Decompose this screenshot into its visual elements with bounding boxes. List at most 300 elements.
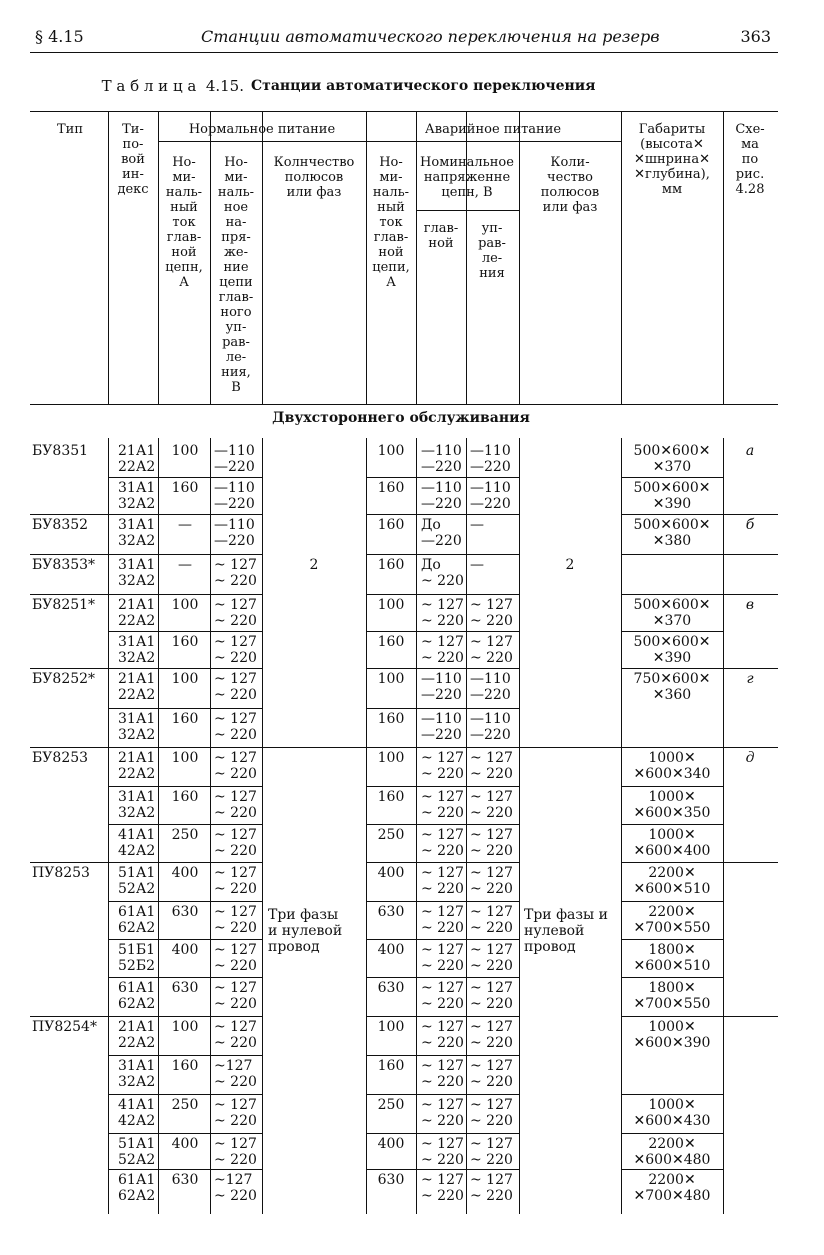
table-row-emergency-current: 100 bbox=[377, 1019, 405, 1035]
table-row-current: 400 bbox=[171, 1136, 199, 1152]
table-row-voltage: ~ 220 bbox=[214, 650, 257, 666]
col-emergency-control-header: рав- bbox=[478, 236, 506, 251]
table-row-emergency-control: ~ 220 bbox=[470, 881, 513, 897]
table-row-dimensions: ✕370 bbox=[652, 613, 692, 629]
type-rule bbox=[30, 862, 108, 863]
table-row-current: 160 bbox=[171, 634, 199, 650]
scheme-label: д bbox=[745, 750, 755, 766]
table-row-dimensions: ✕600✕340 bbox=[633, 766, 711, 782]
table-row-index: 22А2 bbox=[118, 459, 156, 475]
table-row-emergency-main: —110 bbox=[421, 480, 462, 496]
table-row-voltage: ~ 220 bbox=[214, 613, 257, 629]
table-row-index: 31А1 bbox=[118, 1058, 156, 1074]
table-row-voltage: ~127 bbox=[214, 1058, 253, 1074]
table-row-emergency-current: 400 bbox=[377, 865, 405, 881]
col-emergency-poles-header: чество bbox=[547, 170, 593, 185]
emergency-voltage-header: Номинальное bbox=[420, 155, 514, 170]
table-row-emergency-control: ~ 127 bbox=[470, 597, 513, 613]
row-rule bbox=[621, 747, 723, 748]
table-row-current: 100 bbox=[171, 750, 199, 766]
table-row-emergency-current: 100 bbox=[377, 597, 405, 613]
table-row-dimensions: 1000✕ bbox=[648, 789, 696, 805]
emergency-voltage-header: цепн, В bbox=[441, 185, 493, 200]
emergency-poles-two: 2 bbox=[565, 557, 575, 573]
table-row-dimensions: 1000✕ bbox=[648, 827, 696, 843]
table-row-voltage: ~ 127 bbox=[214, 597, 257, 613]
device-type: БУ8253 bbox=[32, 750, 89, 766]
table-row-emergency-current: 160 bbox=[377, 711, 405, 727]
table-row-emergency-main: ~ 220 bbox=[421, 1035, 464, 1051]
poles-group-rule bbox=[262, 747, 366, 748]
col-normal-current-header: ный bbox=[170, 200, 198, 215]
table-row-current: 100 bbox=[171, 597, 199, 613]
col-scheme-header: 4.28 bbox=[735, 182, 765, 197]
row-rule bbox=[366, 631, 519, 632]
row-rule bbox=[366, 901, 519, 902]
table-row-current: 630 bbox=[171, 904, 199, 920]
row-rule bbox=[621, 939, 723, 940]
normal-supply-header: Нормальное питание bbox=[188, 122, 336, 137]
device-type: БУ8353* bbox=[32, 557, 96, 573]
col-normal-voltage-header: глав- bbox=[218, 290, 254, 305]
col-normal-voltage-header: В bbox=[231, 380, 241, 395]
row-rule bbox=[108, 862, 262, 863]
running-title: Станции автоматического переключения на резерв bbox=[201, 27, 660, 46]
row-rule bbox=[366, 1133, 519, 1134]
table-row-emergency-current: 630 bbox=[377, 904, 405, 920]
col-emergency-current-header: ток bbox=[379, 215, 403, 230]
table-row-emergency-control: ~ 220 bbox=[470, 613, 513, 629]
table-row-dimensions: 2200✕ bbox=[648, 904, 696, 920]
device-type: БУ8352 bbox=[32, 517, 89, 533]
col-scheme-header: Схе- bbox=[735, 122, 765, 137]
table-row-voltage: ~ 220 bbox=[214, 687, 257, 703]
row-rule bbox=[366, 477, 519, 478]
table-row-index: 22А2 bbox=[118, 613, 156, 629]
col-normal-current-header: цепн, bbox=[165, 260, 203, 275]
table-row-voltage: ~ 220 bbox=[214, 573, 257, 589]
table-row-emergency-main: ~ 220 bbox=[421, 650, 464, 666]
table-row-index: 41А1 bbox=[118, 1097, 156, 1113]
table-row-emergency-main: ~ 127 bbox=[421, 1058, 464, 1074]
col-dimensions-header: Габариты bbox=[638, 122, 706, 137]
row-rule bbox=[366, 1016, 519, 1017]
table-row-emergency-main: ~ 127 bbox=[421, 865, 464, 881]
table-row-voltage: ~ 127 bbox=[214, 1136, 257, 1152]
table-row-index: 31А1 bbox=[118, 557, 156, 573]
table-row-emergency-main: ~ 220 bbox=[421, 843, 464, 859]
row-rule bbox=[108, 668, 262, 669]
col-normal-voltage-header: на- bbox=[225, 215, 247, 230]
table-row-index: 51А1 bbox=[118, 865, 156, 881]
scheme-label: г bbox=[746, 671, 754, 687]
row-rule bbox=[621, 1016, 723, 1017]
type-rule bbox=[723, 668, 778, 669]
col-index-header: декс bbox=[117, 182, 149, 197]
row-rule bbox=[366, 668, 519, 669]
table-row-index: 52А2 bbox=[118, 881, 156, 897]
table-row-emergency-control: ~ 127 bbox=[470, 827, 513, 843]
table-row-emergency-control: ~ 127 bbox=[470, 750, 513, 766]
row-rule bbox=[366, 554, 519, 555]
col-scheme-header: по bbox=[741, 152, 759, 167]
table-row-emergency-main: ~ 220 bbox=[421, 766, 464, 782]
table-row-emergency-current: 100 bbox=[377, 750, 405, 766]
table-row-emergency-main: ~ 127 bbox=[421, 904, 464, 920]
table-row-emergency-control: —110 bbox=[470, 711, 511, 727]
table-row-emergency-control: ~ 220 bbox=[470, 1074, 513, 1090]
device-type: ПУ8254* bbox=[32, 1019, 97, 1035]
table-row-emergency-main: —110 bbox=[421, 711, 462, 727]
row-rule bbox=[108, 1169, 262, 1170]
col-normal-current-header: ной bbox=[171, 245, 197, 260]
table-row-voltage: ~ 220 bbox=[214, 1188, 257, 1204]
table-row-dimensions: ✕700✕550 bbox=[633, 920, 711, 936]
table-row-voltage: ~ 127 bbox=[214, 904, 257, 920]
col-normal-voltage-header: Но- bbox=[224, 155, 248, 170]
row-rule bbox=[366, 977, 519, 978]
table-row-emergency-current: 630 bbox=[377, 980, 405, 996]
emergency-supply-header: Аварийное питание bbox=[424, 122, 562, 137]
table-row-emergency-control: ~ 127 bbox=[470, 634, 513, 650]
table-row-dimensions: 2200✕ bbox=[648, 865, 696, 881]
table-row-emergency-main: —220 bbox=[421, 533, 462, 549]
col-normal-voltage-header: наль- bbox=[217, 185, 255, 200]
row-rule bbox=[621, 1169, 723, 1170]
table-row-voltage: ~ 127 bbox=[214, 942, 257, 958]
table-row-emergency-main: ~ 220 bbox=[421, 881, 464, 897]
table-row-dimensions: 500✕600✕ bbox=[633, 480, 711, 496]
table-row-dimensions: 1000✕ bbox=[648, 1019, 696, 1035]
table-row-current: 250 bbox=[171, 827, 199, 843]
page-number: 363 bbox=[740, 27, 771, 46]
table-row-voltage: ~127 bbox=[214, 1172, 253, 1188]
col-emergency-poles-header: полюсов bbox=[540, 185, 600, 200]
table-row-voltage: —220 bbox=[214, 459, 255, 475]
col-scheme-header: ма bbox=[741, 137, 759, 152]
table-row-dimensions: 2200✕ bbox=[648, 1172, 696, 1188]
table-row-current: 100 bbox=[171, 443, 199, 459]
col-index-header: по- bbox=[122, 137, 144, 152]
table-row-emergency-current: 630 bbox=[377, 1172, 405, 1188]
col-index-header: ин- bbox=[122, 167, 144, 182]
table-top-rule bbox=[30, 111, 778, 112]
table-row-emergency-control: ~ 220 bbox=[470, 1152, 513, 1168]
table-row-voltage: ~ 220 bbox=[214, 1074, 257, 1090]
row-rule bbox=[108, 514, 262, 515]
row-rule bbox=[621, 824, 723, 825]
row-rule bbox=[621, 631, 723, 632]
row-rule bbox=[621, 862, 723, 863]
table-row-emergency-control: —220 bbox=[470, 459, 511, 475]
table-row-emergency-control: —220 bbox=[470, 687, 511, 703]
table-row-index: 22А2 bbox=[118, 766, 156, 782]
header-bottom-rule bbox=[30, 404, 778, 405]
row-rule bbox=[366, 824, 519, 825]
table-row-index: 31А1 bbox=[118, 517, 156, 533]
table-row-dimensions: ✕600✕350 bbox=[633, 805, 711, 821]
table-row-voltage: ~ 220 bbox=[214, 958, 257, 974]
col-emergency-control-header: уп- bbox=[481, 221, 503, 236]
table-row-voltage: ~ 220 bbox=[214, 996, 257, 1012]
table-row-current: 160 bbox=[171, 789, 199, 805]
table-row-voltage: ~ 220 bbox=[214, 881, 257, 897]
table-row-dimensions: 1800✕ bbox=[648, 980, 696, 996]
type-rule bbox=[723, 1016, 778, 1017]
row-rule bbox=[366, 514, 519, 515]
col-emergency-current-header: глав- bbox=[373, 230, 409, 245]
table-row-emergency-main: —220 bbox=[421, 727, 462, 743]
table-row-emergency-control: ~ 127 bbox=[470, 789, 513, 805]
table-row-index: 22А2 bbox=[118, 1035, 156, 1051]
emergency-voltage-header: напряженне bbox=[423, 170, 511, 185]
table-row-emergency-current: 100 bbox=[377, 443, 405, 459]
table-row-dimensions: ✕600✕480 bbox=[633, 1152, 711, 1168]
table-row-voltage: ~ 127 bbox=[214, 1019, 257, 1035]
type-rule bbox=[723, 514, 778, 515]
table-row-dimensions: 1000✕ bbox=[648, 1097, 696, 1113]
table-row-voltage: ~ 127 bbox=[214, 980, 257, 996]
row-rule bbox=[108, 631, 262, 632]
row-rule bbox=[621, 901, 723, 902]
row-rule bbox=[108, 477, 262, 478]
col-normal-voltage-header: уп- bbox=[225, 320, 247, 335]
row-rule bbox=[108, 1016, 262, 1017]
type-rule bbox=[30, 514, 108, 515]
col-normal-voltage-header: цепи bbox=[219, 275, 253, 290]
col-index-header: вой bbox=[121, 152, 145, 167]
table-row-dimensions: ✕390 bbox=[652, 496, 692, 512]
table-row-emergency-current: 160 bbox=[377, 1058, 405, 1074]
row-rule bbox=[108, 786, 262, 787]
table-row-emergency-main: —110 bbox=[421, 671, 462, 687]
table-row-index: 31А1 bbox=[118, 480, 156, 496]
col-dimensions-header: ✕глубина), bbox=[634, 167, 710, 182]
col-dimensions-header: ✕шнрина✕ bbox=[634, 152, 710, 167]
table-row-emergency-current: 160 bbox=[377, 480, 405, 496]
device-type: БУ8351 bbox=[32, 443, 89, 459]
table-row-voltage: ~ 127 bbox=[214, 634, 257, 650]
table-row-index: 32А2 bbox=[118, 727, 156, 743]
table-row-index: 22А2 bbox=[118, 687, 156, 703]
col-normal-voltage-header: ного bbox=[220, 305, 252, 320]
table-row-emergency-control: ~ 127 bbox=[470, 1019, 513, 1035]
table-row-index: 61А1 bbox=[118, 980, 156, 996]
col-emergency-current-header: ной bbox=[378, 245, 404, 260]
row-rule bbox=[621, 786, 723, 787]
table-row-emergency-current: 160 bbox=[377, 557, 405, 573]
table-row-dimensions: ✕600✕390 bbox=[633, 1035, 711, 1051]
table-row-emergency-control: ~ 127 bbox=[470, 1097, 513, 1113]
row-rule bbox=[366, 1055, 519, 1056]
table-row-index: 32А2 bbox=[118, 496, 156, 512]
emergency-poles-three: провод bbox=[524, 939, 576, 955]
col-normal-current-header: наль- bbox=[165, 185, 203, 200]
table-row-emergency-control: ~ 127 bbox=[470, 1136, 513, 1152]
table-row-emergency-current: 160 bbox=[377, 517, 405, 533]
row-rule bbox=[108, 708, 262, 709]
table-row-voltage: ~ 127 bbox=[214, 750, 257, 766]
table-row-current: 400 bbox=[171, 865, 199, 881]
col-normal-voltage-header: ле- bbox=[225, 350, 247, 365]
col-emergency-current-header: ми- bbox=[379, 170, 403, 185]
table-row-emergency-control: ~ 220 bbox=[470, 958, 513, 974]
table-row-emergency-main: ~ 220 bbox=[421, 1188, 464, 1204]
table-row-emergency-control: — bbox=[470, 517, 484, 533]
table-row-voltage: —220 bbox=[214, 496, 255, 512]
table-row-index: 32А2 bbox=[118, 1074, 156, 1090]
row-rule bbox=[366, 939, 519, 940]
emergency-poles-three: Три фазы и bbox=[524, 907, 608, 923]
normal-poles-three: Три фазы bbox=[268, 907, 339, 923]
row-rule bbox=[366, 862, 519, 863]
table-row-index: 31А1 bbox=[118, 789, 156, 805]
table-row-index: 32А2 bbox=[118, 650, 156, 666]
table-row-voltage: —110 bbox=[214, 443, 255, 459]
table-row-emergency-control: ~ 127 bbox=[470, 865, 513, 881]
table-row-dimensions: ✕370 bbox=[652, 459, 692, 475]
table-row-emergency-control: ~ 220 bbox=[470, 766, 513, 782]
col-normal-poles-header: Колнчество bbox=[273, 155, 355, 170]
table-row-emergency-control: ~ 220 bbox=[470, 1113, 513, 1129]
device-type: БУ8251* bbox=[32, 597, 96, 613]
table-row-emergency-main: ~ 127 bbox=[421, 634, 464, 650]
row-rule bbox=[366, 1169, 519, 1170]
row-rule bbox=[108, 939, 262, 940]
col-normal-voltage-header: ния, bbox=[221, 365, 251, 380]
table-row-index: 41А1 bbox=[118, 827, 156, 843]
col-type-header: Тип bbox=[57, 122, 83, 137]
row-rule bbox=[366, 594, 519, 595]
col-normal-voltage-header: ние bbox=[223, 260, 249, 275]
table-row-current: 100 bbox=[171, 671, 199, 687]
table-row-emergency-main: ~ 220 bbox=[421, 573, 464, 589]
col-emergency-main-header: глав- bbox=[423, 221, 459, 236]
table-row-voltage: ~ 127 bbox=[214, 711, 257, 727]
col-dimensions-header: (высота✕ bbox=[640, 137, 704, 152]
table-row-emergency-main: ~ 127 bbox=[421, 597, 464, 613]
col-dimensions-header: мм bbox=[661, 182, 683, 197]
col-normal-voltage-header: рав- bbox=[222, 335, 250, 350]
col-emergency-current-header: ный bbox=[377, 200, 405, 215]
table-row-voltage: ~ 220 bbox=[214, 766, 257, 782]
table-row-emergency-control: ~ 220 bbox=[470, 1188, 513, 1204]
table-row-index: 31А1 bbox=[118, 711, 156, 727]
table-row-dimensions: ✕600✕510 bbox=[633, 881, 711, 897]
table-row-index: 61А1 bbox=[118, 1172, 156, 1188]
normal-poles-three: и нулевой bbox=[268, 923, 343, 939]
table-row-voltage: ~ 127 bbox=[214, 1097, 257, 1113]
table-row-index: 52А2 bbox=[118, 1152, 156, 1168]
row-rule bbox=[108, 1094, 262, 1095]
table-row-emergency-main: ~ 127 bbox=[421, 789, 464, 805]
type-rule bbox=[30, 747, 108, 748]
table-row-index: 51А1 bbox=[118, 1136, 156, 1152]
table-row-emergency-current: 100 bbox=[377, 671, 405, 687]
table-row-current: 630 bbox=[171, 1172, 199, 1188]
table-row-emergency-control: ~ 127 bbox=[470, 1058, 513, 1074]
col-normal-current-header: ми- bbox=[172, 170, 196, 185]
table-row-emergency-control: —110 bbox=[470, 480, 511, 496]
normal-poles-two: 2 bbox=[309, 557, 319, 573]
table-row-dimensions: ✕700✕480 bbox=[633, 1188, 711, 1204]
table-row-emergency-current: 160 bbox=[377, 634, 405, 650]
table-row-dimensions: 500✕600✕ bbox=[633, 634, 711, 650]
table-row-emergency-main: ~ 127 bbox=[421, 1136, 464, 1152]
type-rule bbox=[723, 862, 778, 863]
table-row-emergency-control: ~ 127 bbox=[470, 1172, 513, 1188]
row-rule bbox=[108, 1133, 262, 1134]
table-row-current: 160 bbox=[171, 480, 199, 496]
row-rule bbox=[621, 668, 723, 669]
table-row-emergency-control: ~ 127 bbox=[470, 942, 513, 958]
row-rule bbox=[621, 514, 723, 515]
table-row-index: 32А2 bbox=[118, 805, 156, 821]
row-rule bbox=[108, 977, 262, 978]
table-row-dimensions: 2200✕ bbox=[648, 1136, 696, 1152]
type-rule bbox=[723, 594, 778, 595]
table-row-dimensions: ✕360 bbox=[652, 687, 692, 703]
table-row-emergency-main: —220 bbox=[421, 459, 462, 475]
table-row-voltage: ~ 127 bbox=[214, 557, 257, 573]
col-normal-voltage-header: ми- bbox=[224, 170, 248, 185]
row-rule bbox=[366, 786, 519, 787]
table-row-dimensions: ✕600✕400 bbox=[633, 843, 711, 859]
table-row-dimensions: ✕700✕550 bbox=[633, 996, 711, 1012]
table-row-voltage: ~ 220 bbox=[214, 843, 257, 859]
table-row-voltage: ~ 127 bbox=[214, 827, 257, 843]
table-row-index: 32А2 bbox=[118, 573, 156, 589]
table-row-emergency-current: 160 bbox=[377, 789, 405, 805]
table-row-emergency-main: ~ 220 bbox=[421, 920, 464, 936]
table-row-index: 62А2 bbox=[118, 920, 156, 936]
table-row-dimensions: 1000✕ bbox=[648, 750, 696, 766]
table-row-dimensions: 500✕600✕ bbox=[633, 443, 711, 459]
table-row-index: 62А2 bbox=[118, 1188, 156, 1204]
table-row-emergency-main: До bbox=[421, 557, 441, 573]
col-normal-poles-header: или фаз bbox=[286, 185, 342, 200]
row-rule bbox=[621, 477, 723, 478]
table-row-index: 51Б1 bbox=[118, 942, 156, 958]
table-row-index: 21А1 bbox=[118, 750, 156, 766]
col-normal-voltage-header: ное bbox=[223, 200, 249, 215]
type-rule bbox=[723, 554, 778, 555]
type-rule bbox=[30, 668, 108, 669]
table-row-emergency-control: —110 bbox=[470, 443, 511, 459]
table-row-current: 100 bbox=[171, 1019, 199, 1035]
table-row-emergency-control: ~ 127 bbox=[470, 904, 513, 920]
scheme-label: в bbox=[745, 597, 755, 613]
table-row-dimensions: 500✕600✕ bbox=[633, 597, 711, 613]
table-row-current: 160 bbox=[171, 711, 199, 727]
poles-group-rule bbox=[519, 747, 621, 748]
table-row-emergency-control: ~ 220 bbox=[470, 920, 513, 936]
col-scheme-header: рис. bbox=[735, 167, 765, 182]
table-row-emergency-current: 400 bbox=[377, 1136, 405, 1152]
table-row-voltage: —110 bbox=[214, 517, 255, 533]
row-rule bbox=[621, 1133, 723, 1134]
table-row-emergency-main: ~ 220 bbox=[421, 958, 464, 974]
table-row-emergency-main: ~ 127 bbox=[421, 827, 464, 843]
table-row-current: 250 bbox=[171, 1097, 199, 1113]
row-rule bbox=[108, 824, 262, 825]
col-emergency-current-header: А bbox=[386, 275, 396, 290]
table-row-current: 630 bbox=[171, 980, 199, 996]
type-rule bbox=[30, 554, 108, 555]
table-row-emergency-main: ~ 220 bbox=[421, 805, 464, 821]
table-row-index: 62А2 bbox=[118, 996, 156, 1012]
table-row-voltage: —110 bbox=[214, 480, 255, 496]
